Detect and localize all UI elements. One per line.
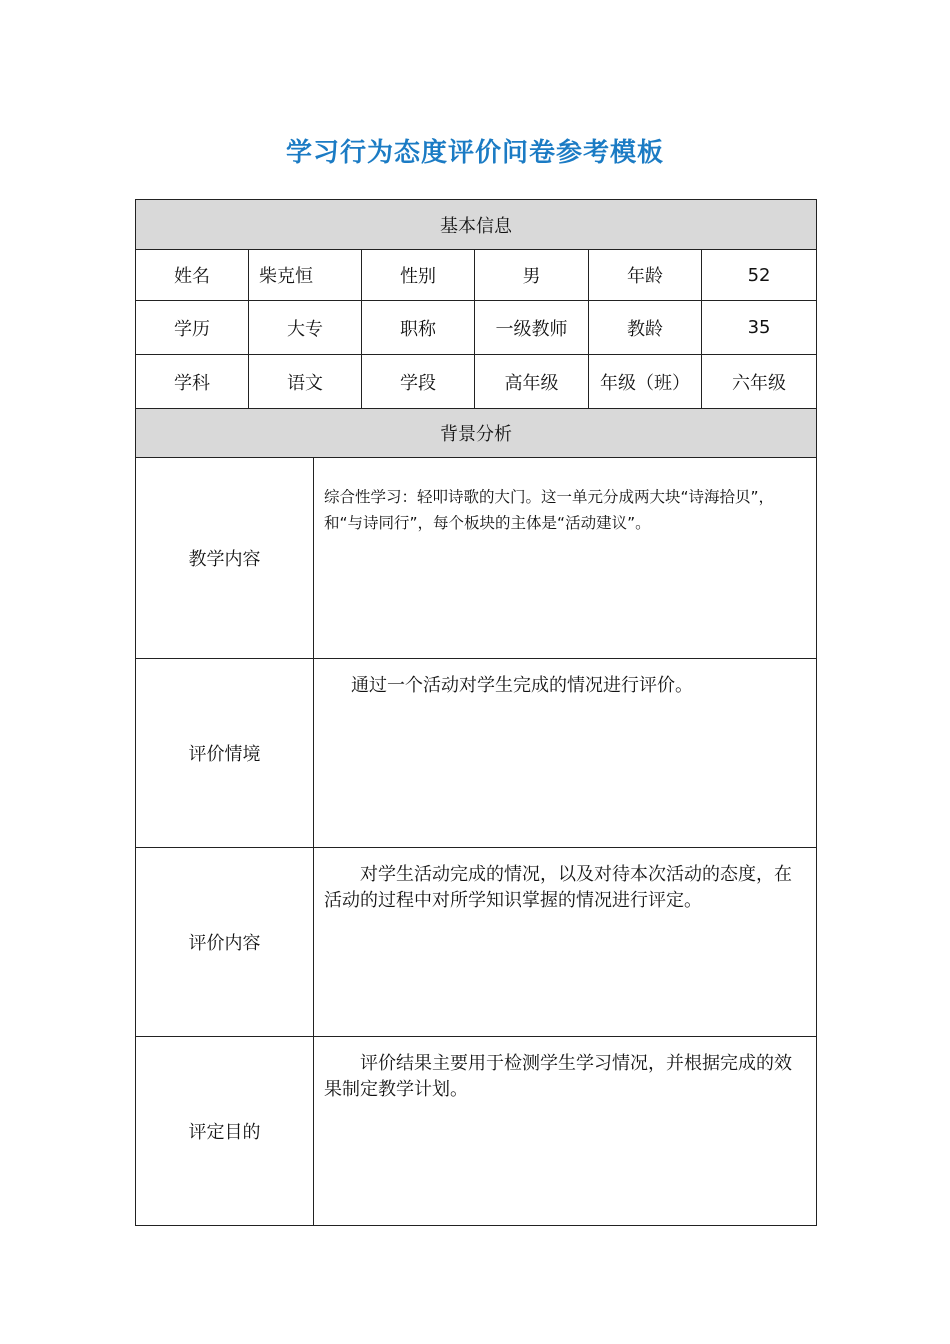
analysis-label: 评价情境	[136, 659, 314, 848]
document-title: 学习行为态度评价问卷参考模板	[285, 138, 664, 168]
stage-label: 学段	[362, 355, 475, 409]
name-label: 姓名	[136, 250, 249, 301]
age-label: 年龄	[589, 250, 702, 301]
analysis-text: 综合性学习：轻叩诗歌的大门。这一单元分成两大块“诗海拾贝”，和“与诗同行”，每个板块的主体是“活动建议”。	[314, 458, 817, 659]
analysis-row-evaluation-content	[136, 848, 817, 1037]
gender-value: 男	[475, 250, 589, 301]
education-label: 学历	[136, 301, 249, 355]
info-row-1	[136, 250, 817, 301]
background-header: 背景分析	[136, 409, 817, 458]
grade-class-value: 六年级	[702, 355, 817, 409]
stage-value: 高年级	[475, 355, 589, 409]
title-value: 一级教师	[475, 301, 589, 355]
basic-info-header: 基本信息	[136, 200, 817, 250]
info-row-2	[136, 301, 817, 355]
info-row-3	[136, 355, 817, 409]
analysis-row-teaching-content	[136, 458, 817, 659]
analysis-row-evaluation-context	[136, 659, 817, 848]
analysis-label: 教学内容	[136, 458, 314, 659]
analysis-text: 通过一个活动对学生完成的情况进行评价。	[314, 659, 817, 848]
analysis-row-evaluation-purpose	[136, 1037, 817, 1226]
background-header-row	[136, 409, 817, 458]
evaluation-form-table	[135, 199, 817, 1226]
subject-label: 学科	[136, 355, 249, 409]
age-value: 52	[702, 250, 817, 301]
title-label: 职称	[362, 301, 475, 355]
analysis-text: 对学生活动完成的情况，以及对待本次活动的态度，在活动的过程中对所学知识掌握的情况进行评定。	[314, 848, 817, 1037]
name-value: 柴克恒	[249, 250, 362, 301]
teaching-years-label: 教龄	[589, 301, 702, 355]
teaching-years-value: 35	[702, 301, 817, 355]
gender-label: 性别	[362, 250, 475, 301]
analysis-text: 评价结果主要用于检测学生学习情况，并根据完成的效果制定教学计划。	[314, 1037, 817, 1226]
education-value: 大专	[249, 301, 362, 355]
analysis-label: 评价内容	[136, 848, 314, 1037]
grade-class-label: 年级（班）	[589, 355, 702, 409]
subject-value: 语文	[249, 355, 362, 409]
analysis-label: 评定目的	[136, 1037, 314, 1226]
basic-info-header-row	[136, 200, 817, 250]
